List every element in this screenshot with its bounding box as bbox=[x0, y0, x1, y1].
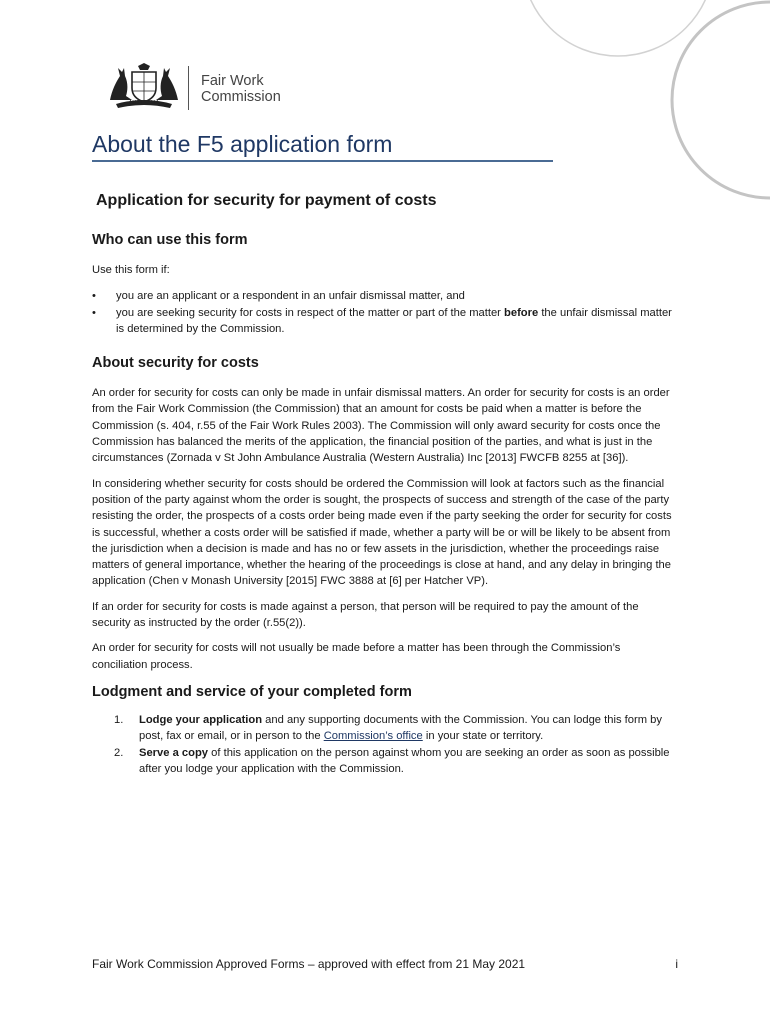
title-underline bbox=[92, 160, 553, 162]
list-item bbox=[92, 305, 678, 338]
bullet-text: you are an applicant or a respondent in an unfair dismissal matter, and bbox=[116, 290, 465, 303]
about-security-section bbox=[92, 355, 678, 673]
list-item bbox=[114, 712, 678, 745]
who-can-use-heading: Who can use this form bbox=[92, 232, 248, 248]
main-content bbox=[92, 192, 678, 777]
step-emphasis: Lodge your application bbox=[139, 713, 263, 726]
list-item bbox=[114, 745, 678, 778]
about-paragraph-4: An order for security for costs will not usually be made before a matter has been through the Commission’s conciliation process. bbox=[92, 642, 621, 671]
bullet-icon: • bbox=[92, 306, 96, 319]
lodgment-steps bbox=[92, 712, 678, 777]
bullet-icon: • bbox=[92, 290, 96, 303]
about-paragraph-2: In considering whether security for costs should be ordered the Commission will look at factors such as the financial position of the party against whom the order is sought, the prospects of success and strength of the case of the party resisting the order, the prospects of a costs order being made even if the party seeking the order for security for costs is successful, whether a costs order will be satisfied if made, whether a party will be or will be likely to be absent from the jurisdiction when a decision is made and has no or few assets in the jurisdiction, whether the proceedings raise matters of general importance, whether the hearing of the proceedings is close at hand, and any delay in bringing the application (Chen v Monash University [2015] FWC 3888 at [6] per Hatcher VP). bbox=[92, 477, 672, 588]
logo-line-2: Commission bbox=[201, 89, 281, 105]
bullet-emphasis: before bbox=[504, 306, 539, 319]
about-paragraph-3: If an order for security for costs is made against a person, that person will be required to pay the amount of the security as instructed by the order (r.55(2)). bbox=[92, 600, 639, 630]
page-title: About the F5 application form bbox=[92, 131, 393, 157]
form-subtitle: Application for security for payment of costs bbox=[96, 192, 437, 209]
step-number: 1. bbox=[114, 713, 124, 726]
page-number: i bbox=[675, 957, 678, 971]
list-item bbox=[92, 288, 678, 304]
step-text: and any supporting documents with the Commission. You can lodge this form by post, fax or email, or in person to the bbox=[139, 713, 662, 743]
decorative-circle-top bbox=[522, 0, 714, 56]
bullet-text-end: the unfair dismissal matter is determined by the Commission. bbox=[116, 306, 672, 335]
commission-office-link[interactable]: Commission’s office bbox=[323, 730, 423, 743]
step-emphasis: Serve a copy bbox=[139, 746, 209, 759]
logo-line-1: Fair Work bbox=[201, 73, 264, 89]
who-can-use-section bbox=[92, 232, 678, 337]
who-intro: Use this form if: bbox=[92, 264, 170, 276]
footer-text: Fair Work Commission Approved Forms – approved with effect from 21 May 2021 bbox=[92, 957, 526, 971]
about-security-heading: About security for costs bbox=[92, 355, 259, 372]
decorative-circle-right bbox=[672, 2, 770, 198]
logo-wordmark bbox=[201, 73, 281, 105]
crest-label: AUSTRALIA bbox=[128, 100, 160, 106]
lodgment-heading: Lodgment and service of your completed form bbox=[92, 683, 412, 700]
about-paragraph-1: An order for security for costs can only be made in unfair dismissal matters. An order for security for costs is an order from the Fair Work Commission (the Commission) that an amount for costs be paid when a matter is before the Commission (s. 404, r.55 of the Fair Work Rules 2003). The Commission will only award security for costs once the Commission has balanced the merits of the application, the financial position of the parties, and what is just in the circumstances (Zornada v St John Ambulance Australia (Western Australia) Inc [2013] FWCFB 8255 at [36]). bbox=[92, 387, 670, 465]
fair-work-commission-logo bbox=[106, 62, 306, 114]
step-text-end: in your state or territory. bbox=[422, 730, 544, 743]
step-number: 2. bbox=[114, 746, 124, 759]
step-text: of this application on the person against whom you are seeking an order as soon as possible after you lodge your application with the Commission. bbox=[139, 746, 670, 775]
bullet-text: you are seeking security for costs in respect of the matter or part of the matter bbox=[116, 306, 505, 319]
logo-divider bbox=[188, 66, 189, 110]
lodgment-section bbox=[92, 684, 678, 777]
who-bullet-list bbox=[92, 288, 678, 337]
page-footer bbox=[92, 957, 678, 971]
